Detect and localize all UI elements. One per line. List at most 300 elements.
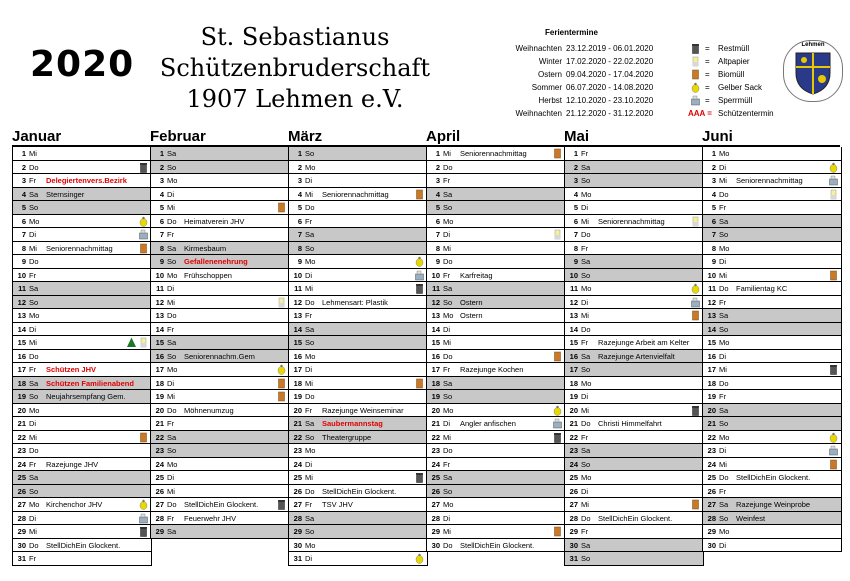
day-row[interactable] [289,309,427,323]
day-number: 6 [573,216,578,226]
weekday: Fr [29,176,37,185]
day-row[interactable] [565,458,703,472]
day-row[interactable] [151,309,289,323]
day-row[interactable] [703,147,841,161]
day-number: 24 [155,459,164,469]
day-row[interactable] [427,417,565,431]
day-row[interactable] [289,485,427,499]
day-number: 29 [155,527,164,536]
day-row[interactable] [289,215,427,229]
ferien-row [500,107,780,120]
day-number: 26 [569,486,578,496]
day-row[interactable] [565,161,703,175]
day-row[interactable] [703,498,841,512]
day-row[interactable] [427,147,565,161]
day-row[interactable] [151,377,289,391]
day-number: 4 [711,189,716,199]
day-row[interactable] [151,512,289,526]
weekday: Sa [443,284,453,293]
day-row[interactable] [151,444,289,458]
day-row[interactable] [427,390,565,404]
ferien-dates: 23.12.2019 - 06.01.2020 [566,44,654,53]
day-row[interactable] [427,336,565,350]
weekday: So [167,257,177,266]
day-row[interactable] [151,525,289,539]
day-row[interactable] [289,498,427,512]
day-row[interactable] [427,215,565,229]
day-row[interactable] [13,282,151,296]
weekday: Sa [29,284,39,293]
weekday: Fr [305,405,313,415]
day-number: 5 [21,203,26,212]
day-number: 3 [297,176,302,185]
day-row[interactable] [703,201,841,215]
weekday: Mi [581,216,589,226]
day-row[interactable] [703,458,841,472]
day-row[interactable] [289,390,427,404]
day-row[interactable] [151,458,289,472]
day-number: 28 [569,513,578,523]
legend-label: Gelber Sack [718,83,763,92]
day-row[interactable] [13,255,151,269]
day-row[interactable] [289,296,427,310]
day-row[interactable] [289,350,427,364]
day-row[interactable] [151,471,289,485]
day-row[interactable] [289,471,427,485]
day-row[interactable] [151,215,289,229]
day-row[interactable] [565,242,703,256]
day-row[interactable] [703,377,841,391]
day-row[interactable] [427,323,565,337]
day-row[interactable] [427,498,565,512]
bio-bin-icon [552,148,563,159]
day-row[interactable] [13,269,151,283]
day-row[interactable] [289,539,427,553]
day-row[interactable] [289,552,427,566]
day-row[interactable] [289,161,427,175]
day-row[interactable] [151,390,289,404]
day-row[interactable] [151,242,289,256]
day-row[interactable] [151,228,289,242]
day-number: 11 [432,284,440,293]
day-number: 15 [293,338,302,347]
day-row[interactable] [289,147,427,161]
weekday: Mi [443,527,451,536]
day-row[interactable] [703,282,841,296]
day-row[interactable] [13,498,151,512]
day-row[interactable] [151,282,289,296]
weekday: Di [29,324,37,334]
day-row[interactable] [565,228,703,242]
day-row[interactable] [151,296,289,310]
day-row[interactable] [703,215,841,229]
day-row[interactable] [565,363,703,377]
day-row[interactable] [427,363,565,377]
bio-bin-icon [552,526,563,537]
day-row[interactable] [427,228,565,242]
day-row[interactable] [13,309,151,323]
day-number: 6 [297,216,302,226]
day-row[interactable] [289,282,427,296]
day-row[interactable] [151,417,289,431]
day-row[interactable] [565,539,703,553]
weekday: Di [167,473,175,482]
weekday: Di [581,297,589,307]
day-row[interactable] [151,174,289,188]
day-number: 25 [155,473,164,482]
day-row[interactable] [565,174,703,188]
day-row[interactable] [703,188,841,202]
day-row[interactable] [703,255,841,269]
day-row[interactable] [565,485,703,499]
weekday: Mi [443,243,451,253]
month-name: Januar [12,128,62,145]
day-number: 27 [293,500,302,509]
day-row[interactable] [13,390,151,404]
day-number: 6 [159,216,164,226]
day-row[interactable] [427,471,565,485]
trash-bin-icon [552,432,563,443]
day-row[interactable] [703,404,841,418]
day-row[interactable] [13,458,151,472]
day-row[interactable] [151,147,289,161]
weekday: Mi [719,176,727,185]
legend-label: Altpapier [718,57,750,66]
day-number: 11 [708,284,716,293]
day-row[interactable] [151,431,289,445]
day-event: Saubermannstag [322,419,383,428]
weekday: So [29,203,39,212]
day-row[interactable] [703,242,841,256]
weekday: Mi [305,378,313,388]
day-number: 9 [21,257,26,266]
day-row[interactable] [13,323,151,337]
day-row[interactable] [13,336,151,350]
day-row[interactable] [13,174,151,188]
day-row[interactable] [565,296,703,310]
day-row[interactable] [13,147,151,161]
day-number: 15 [17,338,26,347]
day-event: Razejunge Arbeit am Kelter [598,338,690,347]
club-name [150,22,440,115]
day-row[interactable] [151,269,289,283]
day-row[interactable] [13,404,151,418]
weekday: So [581,270,591,280]
day-row[interactable] [427,309,565,323]
weekday: Mi [29,149,37,158]
day-row[interactable] [427,404,565,418]
day-row[interactable] [703,309,841,323]
day-row[interactable] [289,417,427,431]
day-row[interactable] [427,350,565,364]
month-name: Februar [150,128,206,145]
day-number: 18 [155,378,164,388]
day-row[interactable] [151,161,289,175]
day-number: 12 [431,297,440,307]
day-number: 23 [431,446,440,455]
day-event: StellDichEin Glockent. [736,473,811,482]
day-row[interactable] [703,350,841,364]
day-event: StellDichEin Glockent. [460,540,535,550]
day-number: 5 [711,203,716,212]
day-number: 5 [297,203,302,212]
day-row[interactable] [703,336,841,350]
day-row[interactable] [427,458,565,472]
day-row[interactable] [427,525,565,539]
weekday: So [443,486,453,496]
weekday: Do [443,351,453,361]
day-row[interactable] [427,431,565,445]
day-row[interactable] [289,377,427,391]
day-row[interactable] [289,323,427,337]
day-number: 15 [155,338,164,347]
day-row[interactable] [565,188,703,202]
day-row[interactable] [13,363,151,377]
day-row[interactable] [13,161,151,175]
day-row[interactable] [565,390,703,404]
weekday: Mi [719,365,727,374]
ferien-dates: 09.04.2020 - 17.04.2020 [566,70,654,79]
day-row[interactable] [703,390,841,404]
weekday: Do [719,473,729,482]
day-row[interactable] [151,350,289,364]
day-row[interactable] [151,404,289,418]
day-row[interactable] [703,444,841,458]
weekday: Mi [305,473,313,482]
day-row[interactable] [703,485,841,499]
day-number: 29 [569,527,578,536]
day-number: 2 [573,162,578,172]
day-row[interactable] [427,444,565,458]
day-row[interactable] [289,431,427,445]
yellow-bag-icon [828,162,839,173]
day-row[interactable] [565,471,703,485]
day-row[interactable] [703,512,841,526]
day-row[interactable] [13,215,151,229]
weekday: Fr [581,243,589,253]
day-row[interactable] [289,363,427,377]
weekday: Mi [305,189,313,199]
christmas-tree-icon [126,337,137,348]
day-row[interactable] [703,296,841,310]
day-event: Seniorennachmittag [46,243,113,253]
day-row[interactable] [565,552,703,566]
day-row[interactable] [427,539,565,553]
day-number: 14 [293,324,302,334]
day-row[interactable] [703,161,841,175]
day-number: 4 [297,189,302,199]
day-row[interactable] [427,512,565,526]
day-row[interactable] [151,323,289,337]
day-row[interactable] [289,269,427,283]
day-row[interactable] [13,539,151,553]
weekday: Sa [443,378,453,388]
bio-bin-icon [828,270,839,281]
weekday: Fr [29,554,37,563]
day-event: Christi Himmelfahrt [598,419,662,428]
yellow-bag-icon [414,256,425,267]
day-row[interactable] [13,350,151,364]
day-row[interactable] [703,471,841,485]
day-row[interactable] [151,485,289,499]
day-row[interactable] [151,498,289,512]
day-row[interactable] [427,269,565,283]
day-number: 18 [17,378,26,388]
day-row[interactable] [289,458,427,472]
day-row[interactable] [13,188,151,202]
bulky-waste-icon [138,229,149,240]
bio-bin-icon [552,351,563,362]
day-row[interactable] [703,363,841,377]
day-row[interactable] [427,188,565,202]
day-row[interactable] [427,242,565,256]
day-row[interactable] [565,215,703,229]
day-row[interactable] [427,282,565,296]
day-row[interactable] [289,525,427,539]
day-row[interactable] [565,444,703,458]
day-row[interactable] [13,552,151,566]
day-row[interactable] [703,323,841,337]
bio-bin-icon [690,499,701,510]
weekday: Mi [29,243,37,253]
day-row[interactable] [13,296,151,310]
weekday: Sa [581,351,591,361]
weekday: Do [167,405,177,415]
day-row[interactable] [703,228,841,242]
day-number: 25 [293,473,302,482]
day-number: 7 [435,230,440,239]
day-event: Theatergruppe [322,432,372,442]
day-row[interactable] [427,161,565,175]
day-row[interactable] [13,485,151,499]
day-event: Seniorennachm.Gem [184,351,255,361]
day-number: 23 [17,446,26,455]
day-row[interactable] [13,512,151,526]
day-number: 21 [155,419,164,428]
weekday: Mo [719,527,730,536]
day-row[interactable] [13,471,151,485]
day-row[interactable] [13,444,151,458]
day-row[interactable] [289,512,427,526]
day-row[interactable] [289,174,427,188]
day-row[interactable] [289,228,427,242]
day-row[interactable] [289,404,427,418]
bio-bin-icon [276,391,287,402]
trash-bin-icon [138,526,149,537]
weekday: Di [581,392,589,401]
day-row[interactable] [703,539,841,553]
weekday: Mi [167,486,175,496]
day-row[interactable] [703,431,841,445]
day-row[interactable] [13,242,151,256]
day-row[interactable] [703,525,841,539]
day-row[interactable] [289,242,427,256]
weekday: Sa [305,324,315,334]
weekday: So [719,324,729,334]
day-row[interactable] [703,417,841,431]
day-number: 9 [711,257,716,266]
day-row[interactable] [565,269,703,283]
day-number: 13 [431,311,440,320]
day-row[interactable] [427,201,565,215]
weekday: Sa [305,513,315,523]
day-row[interactable] [151,336,289,350]
day-row[interactable] [427,377,565,391]
day-event: Neujahrsempfang Gem. [46,392,126,401]
day-row[interactable] [565,525,703,539]
weekday: Sa [581,540,591,550]
day-event: StellDichEin Glockent. [322,486,397,496]
day-row[interactable] [703,174,841,188]
weekday: Mi [29,432,37,442]
day-row[interactable] [565,404,703,418]
day-row[interactable] [289,444,427,458]
day-row[interactable] [13,377,151,391]
bulky-waste-icon [828,445,839,456]
day-row[interactable] [565,255,703,269]
day-number: 23 [569,446,578,455]
day-row[interactable] [565,350,703,364]
day-row[interactable] [151,201,289,215]
weekday: Mo [443,405,454,415]
weekday: Mo [305,351,316,361]
day-number: 8 [159,243,164,253]
legend-equals: = [705,70,710,79]
day-row[interactable] [151,363,289,377]
day-row[interactable] [427,174,565,188]
day-row[interactable] [13,201,151,215]
day-row[interactable] [703,269,841,283]
weekday: Fr [443,459,451,469]
day-row[interactable] [427,485,565,499]
day-event: Karfreitag [460,270,493,280]
day-row[interactable] [565,512,703,526]
day-row[interactable] [565,417,703,431]
day-row[interactable] [565,323,703,337]
weekday: Di [305,554,313,563]
legend-label: Restmüll [718,44,750,53]
day-row[interactable] [13,228,151,242]
weekday: Mo [443,500,454,509]
day-row[interactable] [289,201,427,215]
bio-bin-icon [414,378,425,389]
day-row[interactable] [565,336,703,350]
day-row[interactable] [565,309,703,323]
day-number: 21 [17,419,26,428]
day-row[interactable] [565,147,703,161]
day-row[interactable] [565,431,703,445]
day-row[interactable] [565,282,703,296]
day-row[interactable] [289,255,427,269]
day-number: 2 [159,162,164,172]
day-row[interactable] [565,201,703,215]
day-row[interactable] [289,336,427,350]
day-row[interactable] [427,255,565,269]
day-row[interactable] [565,498,703,512]
weekday: Mo [29,216,40,226]
day-row[interactable] [427,296,565,310]
ferien-name: Weihnachten [515,109,562,118]
day-row[interactable] [13,525,151,539]
day-row[interactable] [13,431,151,445]
day-row[interactable] [151,188,289,202]
weekday: Do [581,419,591,428]
day-number: 20 [155,405,164,415]
day-row[interactable] [565,377,703,391]
day-row[interactable] [13,417,151,431]
day-row[interactable] [151,255,289,269]
day-row[interactable] [289,188,427,202]
